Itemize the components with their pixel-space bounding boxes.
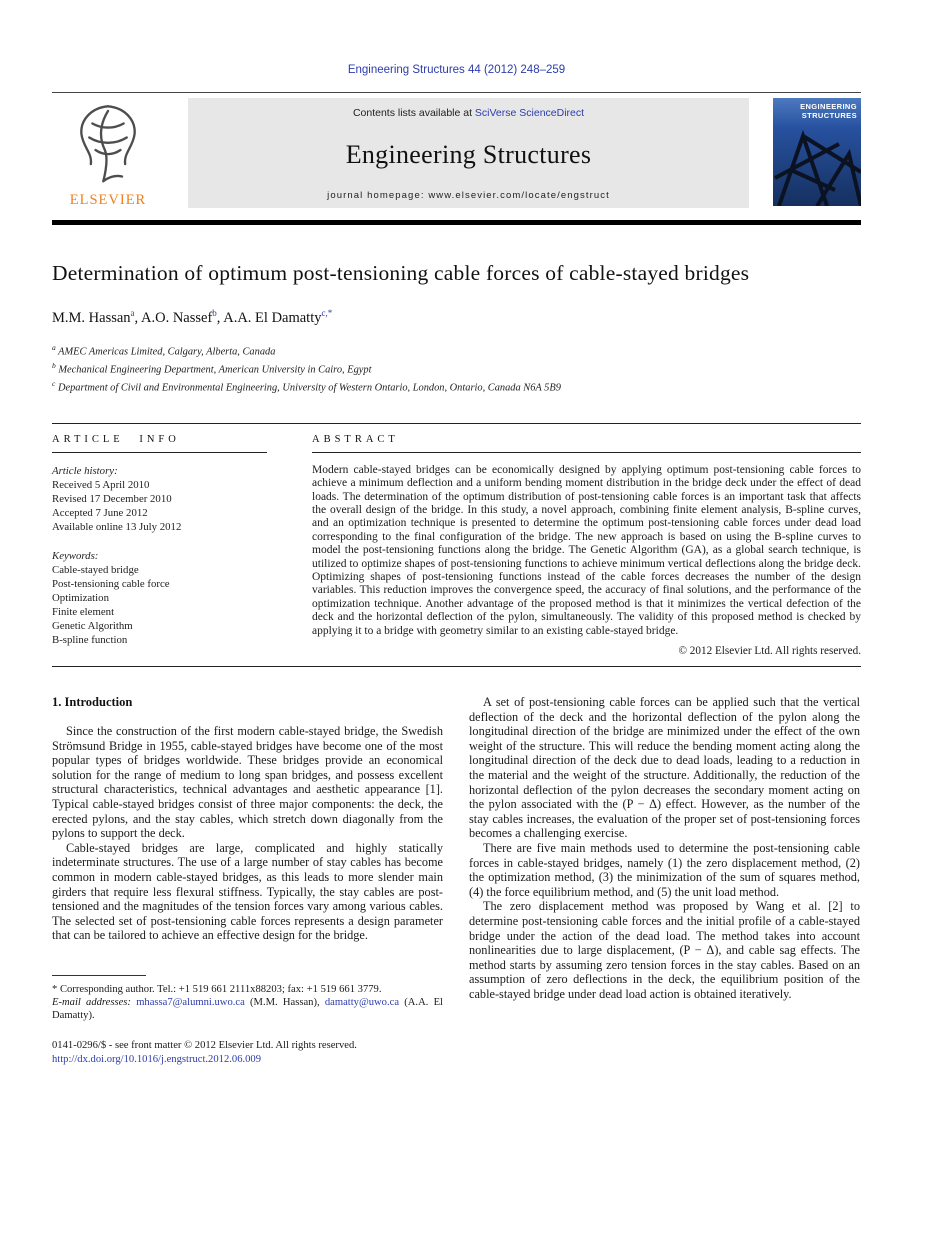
intro-paragraph-1: Since the construction of the first modern cable-stayed bridge, the Swedish Strömsund Bridge in 1955, cable-stayed bridges have become one of the most popular types of bridges worldwide. These bridges provide an economical solution for the range of medium to long span bridges, and possess excellent structural characteristics, technical advantages and aesthetic appearance [1]. Typical cable-stayed bridges consist of three major components: the deck, the erected pylons, and the stay cables, which stretch down diagonally from the pylons to support the deck.	[52, 724, 443, 841]
email-suffix-2: (A.A. El Damatty).	[52, 997, 443, 1022]
author-affil-link-b[interactable]: b	[212, 308, 217, 318]
section-1-heading: 1. Introduction	[52, 695, 133, 710]
affiliation-c	[52, 377, 861, 395]
history-received: Received 5 April 2010	[52, 478, 150, 491]
journal-title: Engineering Structures	[345, 139, 592, 169]
copyright-line: © 2012 Elsevier Ltd. All rights reserved.	[678, 645, 861, 658]
abstract-heading: ABSTRACT	[312, 434, 861, 453]
issn-front-matter-line: 0141-0296/$ - see front matter © 2012 Elsevier Ltd. All rights reserved.	[52, 1039, 357, 1051]
journal-homepage-link[interactable]: www.elsevier.com/locate/engstruct	[428, 190, 610, 201]
elsevier-tree-icon	[69, 100, 147, 186]
footnote-rule	[52, 975, 146, 976]
abstract-column	[312, 434, 861, 657]
affiliation-b-text: Mechanical Engineering Department, American University in Cairo, Egypt	[58, 364, 372, 376]
contents-prefix: Contents lists available at	[352, 107, 475, 119]
journal-cover-thumbnail	[773, 98, 861, 206]
keyword-2: Post-tensioning cable force	[52, 577, 170, 590]
email-link-1[interactable]: mhassa7@alumni.uwo.ca	[136, 997, 245, 1009]
affiliation-c-sup: c	[52, 378, 56, 388]
header-divider	[52, 220, 861, 225]
abstract-text: Modern cable-stayed bridges can be economically designed by applying optimum post-tensioning cable forces to achieve a minimum deflection and a uniform bending moment distribution in the bridge deck under the effect of dead loads. The determination of the optimum distribution of post-tensioning cable forces is an important task that affects the overall design of the bridge. In this study, a novel approach, combining finite element analysis, B-spline curves, and an optimization technique is presented to determine the optimum post-tensioning cable forces under dead load corresponding to the final configuration of the bridge. The new approach is based on using the B-spline curves to model the post-tensioning functions along the bridge. The Genetic Algorithm (GA), as a global search technique, is utilized to optimize shapes of post-tensioning functions to achieve minimum vertical deflections along the bridge deck. Optimizing shapes of post-tensioning functions instead of the cable forces decreases the number of the design variables. This reduction improves the convergence speed, the accuracy of final solutions, and the performance of the optimization technique. Another advantage of the proposed method is that it minimizes the vertical defection of the deck and the horizontal deflection of the pylon, simultaneously. The validity of this proposed method is checked by applying it to a bridge with geometry similar to an existing cable-stayed bridge.	[312, 463, 861, 637]
affiliation-a	[52, 341, 861, 359]
journal-banner	[188, 98, 749, 208]
author-sep-2: ,	[216, 309, 224, 326]
keyword-1: Cable-stayed bridge	[52, 563, 139, 576]
body-columns	[52, 695, 861, 1066]
affiliation-a-sup: a	[52, 342, 56, 352]
history-online: Available online 13 July 2012	[52, 520, 182, 533]
email-suffix-1: (M.M. Hassan),	[244, 997, 325, 1009]
affiliation-c-text: Department of Civil and Environmental Engineering, University of Western Ontario, London, Ontario, Canada N6A 5B9	[57, 382, 561, 394]
email-label: E-mail addresses:	[52, 997, 131, 1009]
left-column	[52, 695, 443, 1066]
author-name-2: A.O. Nassef	[141, 309, 213, 326]
cover-truss-graphic	[773, 126, 861, 206]
author-affil-link-c[interactable]: c,*	[321, 308, 333, 318]
footnote-block	[52, 975, 443, 1066]
elsevier-wordmark: ELSEVIER	[69, 192, 147, 208]
right-paragraph-2: There are five main methods used to determine the post-tensioning cable forces in cable-stayed bridges, namely (1) the zero displacement method, (2) the optimization method, (3) the minimization of the sum of squares method, (4) the force equilibrium method, and (5) the unit load method.	[469, 840, 860, 899]
right-paragraph-1: A set of post-tensioning cable forces can be applied such that the vertical deflection of the deck and the horizontal deflection of the pylon along the longitudinal direction of the bridge are minimized under the effect of the own weight of the structure. This will reduce the bending moment acting along the longitudinal direction of the deck due to dead loads, leading to a reduction in the material and the weight of the structure. Additionally, the reduction of the horizontal deflection of the pylon decreases the secondary moment acting on the pylon associated with the (P − Δ) effect. However, as the number of the stay cables increases, the evaluation of the proper set of post-tensioning forces becomes a challenging exercise.	[469, 695, 860, 841]
article-history-label: Article history:	[52, 464, 118, 477]
corresponding-author-note: * Corresponding author. Tel.: +1 519 661 2111x88203; fax: +1 519 661 3779.	[52, 983, 382, 995]
intro-paragraph-2: Cable-stayed bridges are large, complicated and highly statically indeterminate structures. The use of a large number of stay cables has become common in modern cable-stayed bridges, as this leads to more slender main girders that require less flexural stiffness. Typically, the stay cables are post-tensioned and the magnitudes of the tension forces vary among various cables. The selected set of post-tensioning cable forces represents a design parameter that can be tailored to achieve an effective design for the bridge.	[52, 840, 443, 943]
author-name-1: M.M. Hassan	[52, 309, 131, 326]
article-title: Determination of optimum post-tensioning cable forces of cable-stayed bridges	[52, 261, 750, 285]
affiliation-a-text: AMEC Americas Limited, Calgary, Alberta, Canada	[58, 346, 276, 358]
article-info-column	[52, 434, 267, 657]
elsevier-logo	[52, 98, 164, 208]
author-sep-1: ,	[134, 309, 141, 326]
journal-header	[52, 98, 861, 208]
history-revised: Revised 17 December 2010	[52, 492, 172, 505]
authors-line	[52, 308, 861, 327]
doi-link[interactable]: http://dx.doi.org/10.1016/j.engstruct.2012.06.009	[52, 1053, 262, 1065]
homepage-line	[194, 190, 743, 201]
keyword-4: Finite element	[52, 605, 115, 618]
affiliation-b	[52, 359, 861, 377]
history-accepted: Accepted 7 June 2012	[52, 506, 148, 519]
article-info-abstract-block	[52, 423, 861, 667]
author-name-3: A.A. El Damatty	[223, 309, 322, 326]
keyword-6: B-spline function	[52, 633, 128, 646]
citation-header-link[interactable]: Engineering Structures 44 (2012) 248–259	[347, 64, 566, 76]
right-paragraph-3: The zero displacement method was proposed by Wang et al. [2] to determine post-tensioning cable forces and the initial profile of a cable-stayed bridge under the action of the dead load. The method takes into account nonlinearities due to large displacement, (P − Δ), and cable sag effects. The method starts by assuming zero tension forces in the stay cables. Based on an assumption of zero deflections in the deck, the equilibrium position of the cable-stayed bridge under dead load action is obtained iteratively.	[469, 899, 860, 1001]
keywords-label: Keywords:	[52, 549, 99, 562]
journal-cover-title: ENGINEERING STRUCTURES	[800, 102, 857, 120]
homepage-label: journal homepage:	[327, 190, 429, 201]
right-column	[469, 695, 860, 1066]
top-rule	[52, 92, 861, 93]
affiliation-b-sup: b	[52, 360, 56, 370]
author-affil-link-a[interactable]: a	[130, 308, 135, 318]
email-link-2[interactable]: damatty@uwo.ca	[324, 997, 400, 1009]
article-info-heading: ARTICLE INFO	[52, 434, 267, 453]
contents-line	[194, 107, 743, 119]
email-addresses-line	[52, 996, 443, 1022]
sciverse-sciencedirect-link[interactable]: SciVerse ScienceDirect	[474, 107, 585, 119]
keyword-3: Optimization	[52, 591, 109, 604]
keyword-5: Genetic Algorithm	[52, 619, 133, 632]
affiliations	[52, 341, 861, 395]
